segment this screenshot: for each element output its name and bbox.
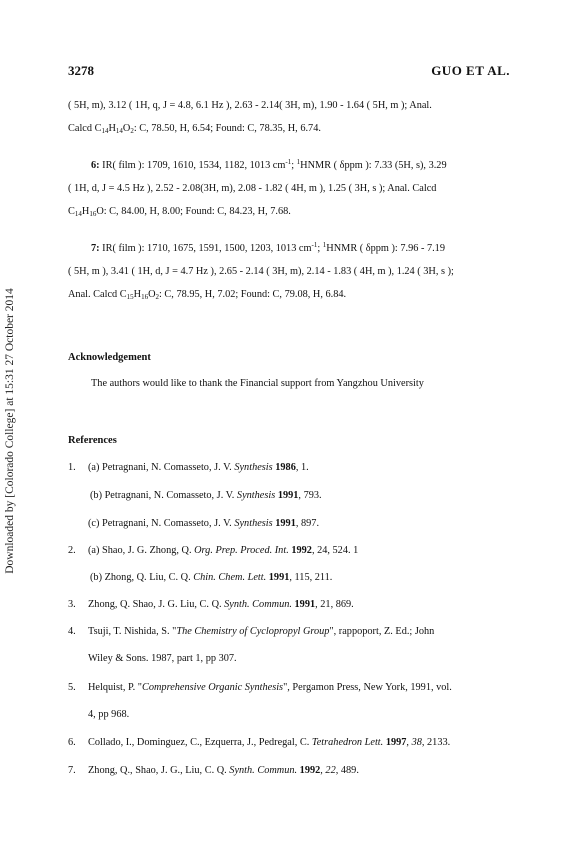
download-watermark (3, 266, 17, 596)
text-line: $C_{14}H_{16}O$: C, 84.00, H, 8.00; Found: C, 84.23, H, 7.68. (68, 206, 291, 218)
reference-number: 1. (68, 462, 76, 473)
compound-6-data (68, 158, 512, 219)
reference-number: 3. (68, 599, 76, 610)
acknowledgement-heading: Acknowledgement (68, 352, 151, 363)
reference-1a: (a) Petragnani, N. Comasseto, J. V. Synthesis 1986, 1. (88, 462, 309, 473)
watermark-text: Downloaded by [Colorado College] at 15:31 27 October 2014 (4, 288, 16, 574)
reference-1b: (b) Petragnani, N. Comasseto, J. V. Synthesis 1991, 793. (90, 490, 322, 501)
acknowledgement-text: The authors would like to thank the Financial support from Yangzhou University (91, 378, 424, 389)
running-title: GUO ET AL. (431, 63, 510, 78)
reference-continuation: Wiley & Sons. 1987, part 1, pp 307. (88, 653, 237, 664)
journal-page: Downloaded by [Colorado College] at 15:31 27 October 2014 3278 GUO ET AL. ( 5H, m), 3.12 ( 1H, q, J = 4.8, 6.1 Hz ), 2.63 - 2.14( 3H, m), 1.90 - 1.64 ( 5H, m ); Anal. Calcd $C_{14}H_{14}O_2$: C, 78.50, H, 6.54; Found: C, 78.35, H, 6.74. 6: IR( film ): 1709, 1610, 1534, 1182, 1013 $cm^{-1}$; $^1$HNMR ( δppm ): 7.33 (5H, s), 3.29 ( 1H, d, J = 4.5 Hz ), 2.52 - 2.08(3H, m), 2.08 - 1.82 ( 4H, m ), 1.25 ( 3H, s ); Anal. Calcd $C_{14}H_{16}O$: C, 84.00, H, 8.00; Found: C, 84.23, H, 7.68. 7: IR( film ): 1710, 1675, 1591, 1500, 1203, 1013 $cm^{-1}$; $^1$HNMR ( δppm ): 7.96 - 7.19 ( 5H, m ), 3.41 ( 1H, d, J = 4.7 Hz ), 2.65 - 2.14 ( 3H, m), 2.14 - 1.83 ( 4H, m ), 1.24 ( 3H, s ); Anal. Calcd $C_{15}H_{16}O_2$: C, 78.95, H, 7.02; Found: C, 79.08, H, 6.84. Acknowledgement The authors would like to thank the Financial support from Yangzhou University References 1. (a) Petragnani, N. Comasseto, J. V. Synthesis 1986, 1. (b) Petragnani, N. Comasseto, J. V. Synthesis 1991, 793. (c) Petragnani, N. Comasseto, J. V. Synthesis 1991, 897. 2. (a) Shao, J. G. Zhong, Q. Org. Prep. Proced. Int. 1992, 24, 524. 1 (b) Zhong, Q. Liu, C. Q. Chin. Chem. Lett. 1991, 115, 211. 3. Zhong, Q. Shao, J. G. Liu, C. Q. Synth. Commun. 1991, 21, 869. 4. Tsuji, T. Nishida, S. "The Chemistry of Cyclopropyl Group", rappoport, Z. Ed.; John Wiley & Sons. 1987, part 1, pp 307. 5. Helquist, P. "Comprehensive Organic Synthesis", Pergamon Press, New York, 1991, vol. 4, pp 968. 6. Collado, I., Dominguez, C., Ezquerra, J., Pedregal, C. Tetrahedron Lett. 1997, 38, 2133. 7. Zhong, Q., Shao, J. G., Liu, C. Q. Synth. Commun. 1992, 22, 489. (4, 63, 510, 776)
text-line: Anal. Calcd $C_{15}H_{16}O_2$: C, 78.95, H, 7.02; Found: C, 79.08, H, 6.84. (68, 289, 347, 301)
reference-2a: (a) Shao, J. G. Zhong, Q. Org. Prep. Proced. Int. 1992, 24, 524. 1 (88, 545, 359, 556)
page-number: 3278 (68, 63, 94, 78)
text-line: Calcd $C_{14}H_{14}O_2$: C, 78.50, H, 6.54; Found: C, 78.35, H, 6.74. (68, 123, 321, 135)
reference-number: 4. (68, 626, 76, 637)
text-line: ( 1H, d, J = 4.5 Hz ), 2.52 - 2.08(3H, m), 2.08 - 1.82 ( 4H, m ), 1.25 ( 3H, s ); Anal. Calcd (68, 183, 437, 194)
text-line: 7: IR( film ): 1710, 1675, 1591, 1500, 1203, 1013 $cm^{-1}$; $^1$HNMR ( δppm ): 7.96 - 7.19 (91, 241, 445, 254)
reference-number: 2. (68, 545, 76, 556)
reference-number: 7. (68, 765, 76, 776)
reference-2b: (b) Zhong, Q. Liu, C. Q. Chin. Chem. Lett. 1991, 115, 211. (90, 572, 333, 583)
reference-1c: (c) Petragnani, N. Comasseto, J. V. Synthesis 1991, 897. (88, 518, 320, 529)
text-line: ( 5H, m), 3.12 ( 1H, q, J = 4.8, 6.1 Hz ), 2.63 - 2.14( 3H, m), 1.90 - 1.64 ( 5H, m ); Anal. (68, 100, 432, 111)
reference-number: 5. (68, 682, 76, 693)
reference-number: 6. (68, 737, 76, 748)
compound-5-data (68, 98, 512, 136)
compound-7-data (68, 241, 512, 302)
reference-continuation: 4, pp 968. (88, 709, 130, 720)
references-heading: References (68, 435, 117, 446)
text-line: 6: IR( film ): 1709, 1610, 1534, 1182, 1013 $cm^{-1}$; $^1$HNMR ( δppm ): 7.33 (5H, s), 3.29 (91, 158, 447, 171)
text-line: ( 5H, m ), 3.41 ( 1H, d, J = 4.7 Hz ), 2.65 - 2.14 ( 3H, m), 2.14 - 1.83 ( 4H, m ), 1.24 ( 3H, s ); (68, 266, 454, 277)
